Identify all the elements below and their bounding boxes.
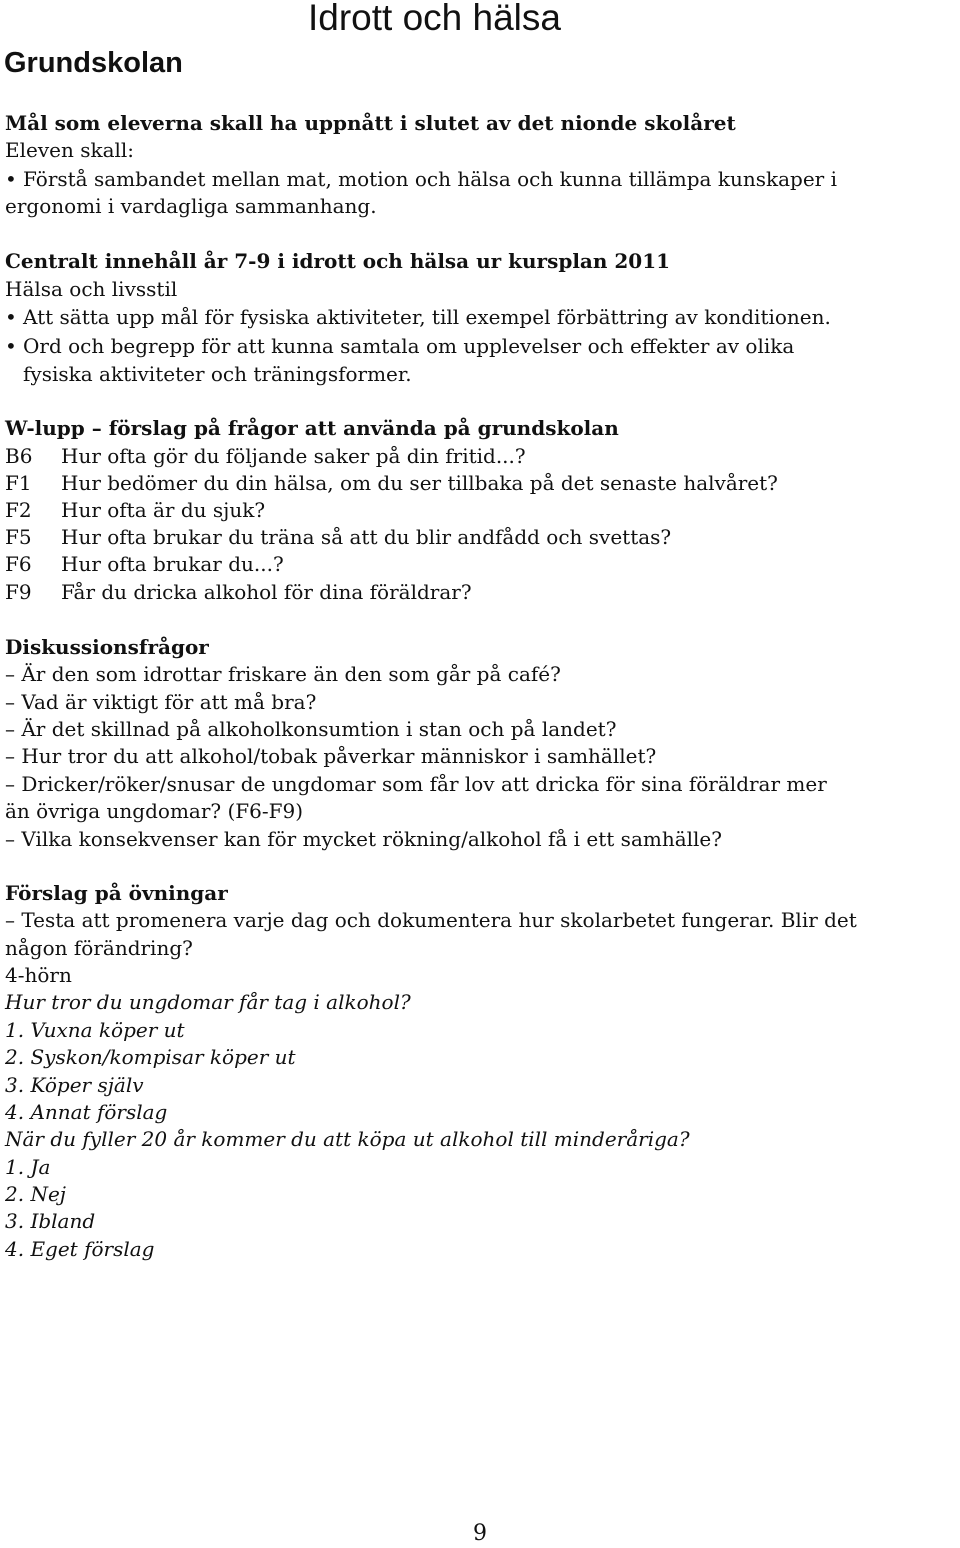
question-code: F1 (5, 471, 32, 495)
content-bullet-2-continuation: fysiska aktiviteter och träningsformer. (23, 362, 412, 386)
exercise-line: – Testa att promenera varje dag och dokumentera hur skolarbetet fungerar. Blir det (5, 908, 857, 932)
content-bullet-2 (5, 333, 794, 360)
discussion-item: – Vad är viktigt för att må bra? (5, 690, 317, 714)
content-bullet-1 (5, 304, 831, 331)
wlupp-question (5, 551, 284, 578)
wlupp-question (5, 443, 526, 470)
discussion-item: – Hur tror du att alkohol/tobak påverkar människor i samhället? (5, 744, 657, 768)
exercise-option: 1. Vuxna köper ut (5, 1018, 185, 1042)
discussion-item-continuation: än övriga ungdomar? (F6-F9) (5, 799, 304, 823)
wlupp-heading: W-lupp – förslag på frågor att använda på grundskolan (5, 416, 619, 440)
discussion-item: – Vilka konsekvenser kan för mycket rökning/alkohol få i ett samhälle? (5, 827, 722, 851)
exercise-option: 3. Ibland (5, 1209, 96, 1233)
wlupp-question (5, 470, 778, 497)
wlupp-question (5, 579, 472, 606)
exercise-line-continuation: någon förändring? (5, 936, 193, 960)
exercise-option: 4. Annat förslag (5, 1100, 168, 1124)
discussion-heading: Diskussionsfrågor (5, 635, 209, 659)
discussion-item: – Dricker/röker/snusar de ungdomar som får lov att dricka för sina föräldrar mer (5, 772, 827, 796)
question-text: Får du dricka alkohol för dina föräldrar? (61, 580, 472, 604)
exercise-question: Hur tror du ungdomar får tag i alkohol? (5, 990, 411, 1014)
school-title: Grundskolan (4, 47, 183, 79)
content-bullet-2-text: Ord och begrepp för att kunna samtala om upplevelser och effekter av olika (23, 334, 795, 358)
exercise-option: 2. Nej (5, 1182, 66, 1206)
bullet-icon: • (5, 334, 17, 358)
question-code: F2 (5, 498, 32, 522)
question-code: F5 (5, 525, 32, 549)
goals-bullet-continuation: ergonomi i vardagliga sammanhang. (5, 194, 377, 218)
bullet-icon: • (5, 305, 17, 329)
exercise-option: 1. Ja (5, 1155, 51, 1179)
question-text: Hur bedömer du din hälsa, om du ser tillbaka på det senaste halvåret? (61, 471, 778, 495)
question-code: F9 (5, 580, 32, 604)
goals-heading: Mål som eleverna skall ha uppnått i slutet av det nionde skolåret (5, 111, 736, 135)
content-subheading: Hälsa och livsstil (5, 277, 178, 301)
discussion-item: – Är det skillnad på alkoholkonsumtion i stan och på landet? (5, 717, 617, 741)
content-bullet-1-text: Att sätta upp mål för fysiska aktiviteter, till exempel förbättring av konditionen. (23, 305, 831, 329)
question-text: Hur ofta gör du följande saker på din fritid...? (61, 444, 526, 468)
exercise-method: 4-hörn (5, 963, 72, 987)
exercise-question: När du fyller 20 år kommer du att köpa ut alkohol till minderåriga? (5, 1127, 690, 1151)
goals-intro: Eleven skall: (5, 138, 135, 162)
goals-bullet (5, 166, 837, 193)
subject-title: Idrott och hälsa (308, 0, 561, 38)
question-code: F6 (5, 552, 32, 576)
exercise-option: 4. Eget förslag (5, 1237, 155, 1261)
wlupp-question (5, 497, 265, 524)
question-text: Hur ofta är du sjuk? (61, 498, 266, 522)
question-code: B6 (5, 444, 33, 468)
goals-bullet-text: Förstå sambandet mellan mat, motion och hälsa och kunna tillämpa kunskaper i (23, 167, 837, 191)
bullet-icon: • (5, 167, 17, 191)
exercise-option: 3. Köper själv (5, 1073, 144, 1097)
exercise-option: 2. Syskon/kompisar köper ut (5, 1045, 296, 1069)
page-number: 9 (473, 1521, 487, 1546)
question-text: Hur ofta brukar du...? (61, 552, 284, 576)
exercises-heading: Förslag på övningar (5, 881, 228, 905)
question-text: Hur ofta brukar du träna så att du blir andfådd och svettas? (61, 525, 672, 549)
content-heading: Centralt innehåll år 7-9 i idrott och hälsa ur kursplan 2011 (5, 249, 671, 273)
discussion-item: – Är den som idrottar friskare än den som går på café? (5, 662, 561, 686)
wlupp-question (5, 524, 671, 551)
